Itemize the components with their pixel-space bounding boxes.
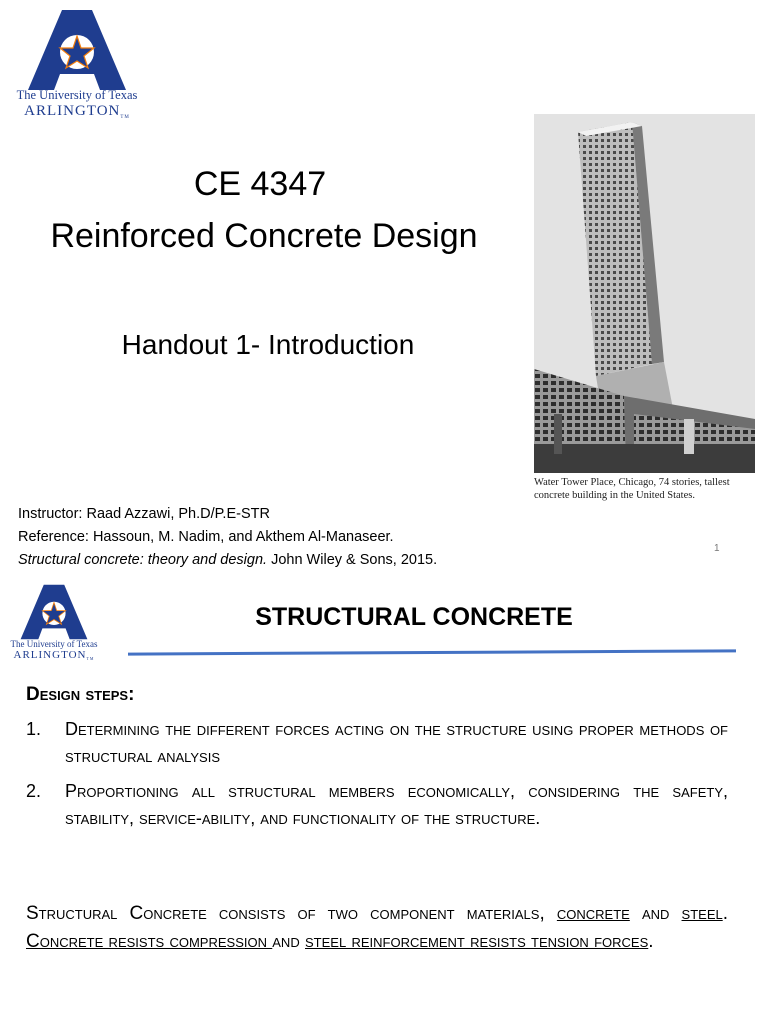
- para-text: and: [272, 931, 305, 952]
- logo-university-text: The University of Texas: [16, 88, 138, 102]
- underlined-concrete: concrete: [556, 903, 630, 924]
- step-text: Determining the different forces acting on the structure using proper methods of structural analysis: [65, 719, 728, 766]
- para-text: Structural Concrete consists of two component materials,: [26, 903, 557, 924]
- photo-caption: Water Tower Place, Chicago, 74 stories, tallest concrete building in the United States.: [534, 477, 730, 501]
- book-citation: [18, 550, 538, 570]
- list-item: [26, 716, 728, 772]
- logo-university-text: The University of Texas: [10, 639, 98, 649]
- uta-logo: [4, 6, 150, 122]
- book-publisher: John Wiley & Sons, 2015.: [267, 552, 438, 568]
- step-text: Proportioning all structural members economically, considering the safety, stability, service-ability, and functionality of the structure.: [65, 781, 728, 828]
- uta-logo-small: [4, 582, 104, 662]
- logo-arlington-text: ARLINGTONTM: [24, 103, 130, 120]
- title-underline: [128, 649, 736, 655]
- step-number: 1.: [26, 719, 42, 739]
- book-title: Structural concrete: theory and design.: [18, 552, 268, 568]
- handout-subtitle: Handout 1- Introduction: [121, 329, 415, 360]
- page-number: 1: [714, 543, 720, 554]
- para-text: .: [722, 903, 728, 924]
- course-title: Reinforced Concrete Design: [50, 217, 478, 255]
- underlined-compression: Concrete resists compression: [26, 931, 273, 952]
- underlined-steel: steel: [681, 903, 723, 924]
- step-number: 2.: [26, 781, 42, 801]
- concrete-paragraph: [26, 900, 728, 956]
- para-text: and: [629, 903, 682, 924]
- water-tower-photo: [534, 114, 755, 473]
- instructor-line: Instructor: Raad Azzawi, Ph.D/P.E-STR: [18, 506, 270, 522]
- logo-arlington-text: ARLINGTONTM: [13, 649, 95, 661]
- para-text: .: [648, 931, 654, 952]
- design-steps-label: Design steps:: [26, 684, 135, 705]
- reference-line: Reference: Hassoun, M. Nadim, and Akthem Al-Manaseer.: [18, 529, 394, 545]
- uta-a-star-icon: [4, 582, 104, 642]
- list-item: [26, 778, 728, 862]
- uta-a-star-icon: [4, 6, 150, 94]
- course-code: CE 4347: [193, 165, 327, 203]
- slide-title: STRUCTURAL CONCRETE: [255, 603, 573, 631]
- underlined-tension: steel reinforcement resists tension forces: [305, 931, 649, 952]
